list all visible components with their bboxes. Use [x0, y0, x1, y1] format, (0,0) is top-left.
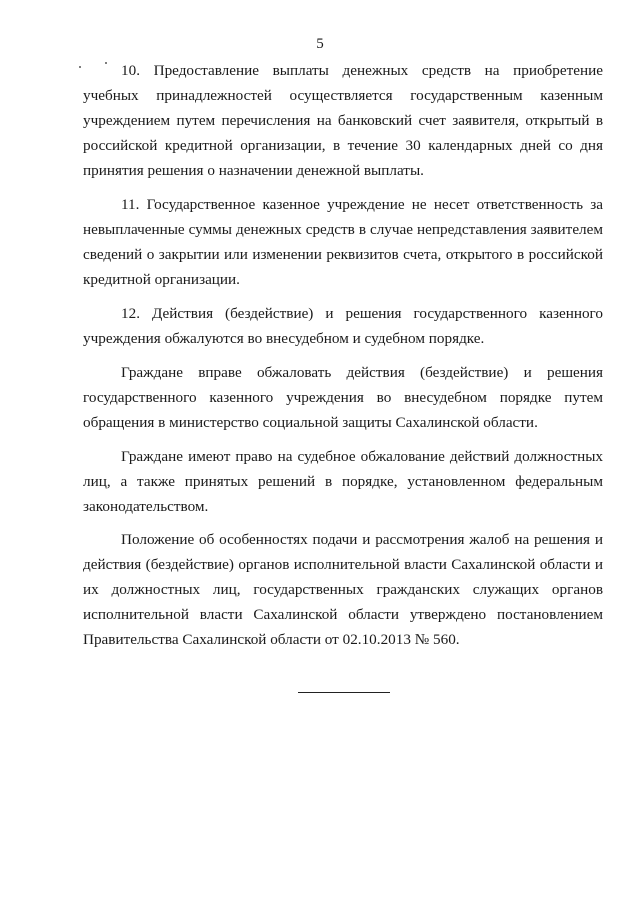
- paragraph-item-10: 10. Предоставление выплаты денежных средств на приобретение учебных принадлежностей осуществляется государственным казенным учреждением путем перечисления на банковский счет заявителя, открытый в российской кредитной организации, в течение 30 календарных дней со дня принятия решения о назначении денежной выплаты.: [83, 62, 603, 179]
- end-of-document-rule: [298, 692, 390, 693]
- paragraph-item-11: 11. Государственное казенное учреждение не несет ответственность за невыплаченные суммы денежных средств в случае непредставления заявителем сведений о закрытии или изменении реквизитов счета, открытого в российской кредитной организации.: [83, 196, 603, 288]
- document-body: [83, 58, 603, 662]
- scan-speck: [79, 66, 81, 68]
- paragraph-item-12: 12. Действия (бездействие) и решения государственного казенного учреждения обжалуются во внесудебном и судебном порядке.: [83, 305, 603, 347]
- page-number: 5: [316, 36, 324, 52]
- paragraph-complaint-regulation: Положение об особенностях подачи и рассмотрения жалоб на решения и действия (бездействие) органов исполнительной власти Сахалинской области и их должностных лиц, государственных гражданских служащих органов исполнительной власти Сахалинской области утверждено постановлением Правительства Сахалинской области от 02.10.2013 № 560.: [83, 531, 603, 648]
- paragraph-extrajudicial-appeal: Граждане вправе обжаловать действия (бездействие) и решения государственного казенного учреждения во внесудебном порядке путем обращения в министерство социальной защиты Сахалинской области.: [83, 364, 603, 431]
- paragraph-judicial-appeal: Граждане имеют право на судебное обжалование действий должностных лиц, а также принятых решений в порядке, установленном федеральным законодательством.: [83, 448, 603, 515]
